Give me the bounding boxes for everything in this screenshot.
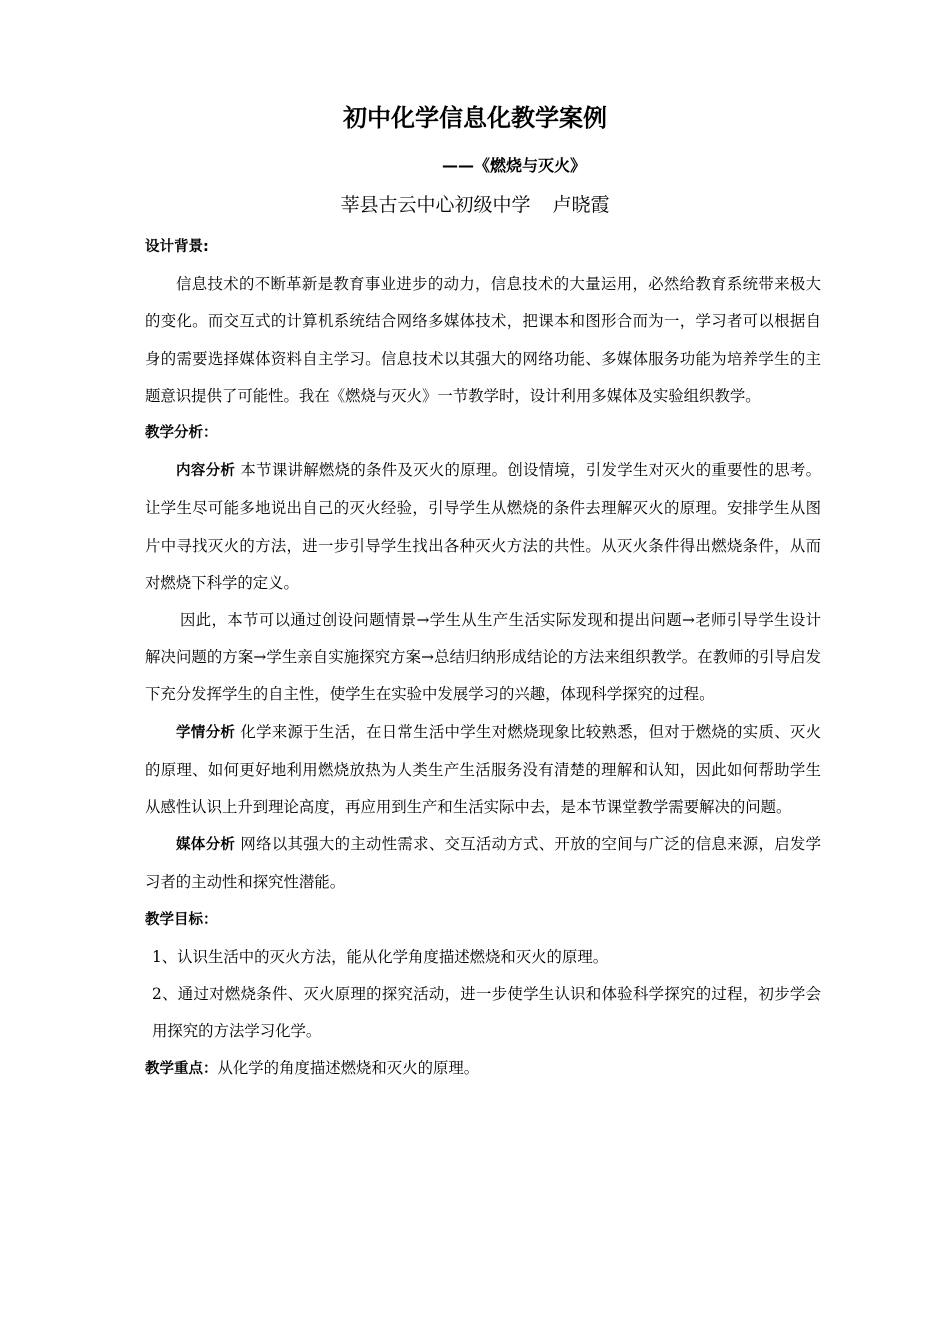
learner-analysis-label: 学情分析 bbox=[176, 724, 236, 741]
author-name: 卢晓霞 bbox=[552, 194, 610, 216]
learner-analysis-paragraph bbox=[145, 714, 821, 827]
content-analysis-text: 本节课讲解燃烧的条件及灭火的原理。创设情境，引发学生对灭火的重要性的思考。让学生尽可能多地说出自己的灭火经验，引导学生从燃烧的条件去理解灭火的原理。安排学生从图片中寻找灭火的方法，进一步引导学生找出各种灭火方法的共性。从灭火条件得出燃烧条件，从而对燃烧下科学的定义。 bbox=[145, 461, 821, 592]
document-title: 初中化学信息化教学案例 bbox=[343, 104, 607, 132]
author-school: 莘县古云中心初级中学 bbox=[340, 194, 531, 216]
document-body bbox=[145, 229, 821, 1089]
content-analysis-paragraph bbox=[145, 452, 821, 602]
author-line bbox=[0, 191, 950, 219]
goals-heading: 教学目标： bbox=[145, 911, 218, 928]
content-analysis-label: 内容分析 bbox=[176, 463, 236, 480]
analysis-heading: 教学分析： bbox=[145, 425, 218, 442]
learner-analysis-text: 化学来源于生活，在日常生活中学生对燃烧现象比较熟悉，但对于燃烧的实质、灭火的原理、如何更好地利用燃烧放热为人类生产生活服务没有清楚的理解和认知，因此如何帮助学生从感性认识上升到理论高度，再应用到生产和生活实际中去，是本节课堂教学需要解决的问题。 bbox=[145, 722, 821, 817]
process-paragraph: 因此，本节可以通过创设问题情景→学生从生产生活实际发现和提出问题→老师引导学生设计解决问题的方案→学生亲自实施探究方案→总结归纳形成结论的方法来组织教学。在教师的引导启发下充分发挥学生的自主性，使学生在实验中发展学习的兴趣，体现科学探究的过程。 bbox=[145, 611, 821, 704]
media-analysis-paragraph bbox=[145, 826, 821, 901]
focus-text: 从化学的角度描述燃烧和灭火的原理。 bbox=[217, 1059, 480, 1078]
media-analysis-label: 媒体分析 bbox=[176, 837, 236, 854]
focus-label: 教学重点： bbox=[145, 1061, 218, 1078]
media-analysis-text: 网络以其强大的主动性需求、交互活动方式、开放的空间与广泛的信息来源，启发学习者的主动性和探究性潜能。 bbox=[145, 835, 821, 892]
goal-item-1: 1、认识生活中的灭火方法，能从化学角度描述燃烧和灭火的原理。 bbox=[152, 947, 609, 966]
document-subtitle: ——《燃烧与灭火》 bbox=[441, 156, 586, 175]
background-paragraph: 信息技术的不断革新是教育事业进步的动力，信息技术的大量运用，必然给教育系统带来极大的变化。而交互式的计算机系统结合网络多媒体技术，把课本和图形合而为一，学习者可以根据自身的需要选择媒体资料自主学习。信息技术以其强大的网络功能、多媒体服务功能为培养学生的主题意识提供了可能性。我在《燃烧与灭火》一节教学时，设计利用多媒体及实验组织教学。 bbox=[145, 275, 821, 405]
goal-item-2: 2、通过对燃烧条件、灭火原理的探究活动，进一步使学生认识和体验科学探究的过程，初步学会用探究的方法学习化学。 bbox=[152, 985, 821, 1041]
background-heading: 设计背景: bbox=[145, 239, 209, 255]
focus-paragraph bbox=[145, 1050, 821, 1088]
